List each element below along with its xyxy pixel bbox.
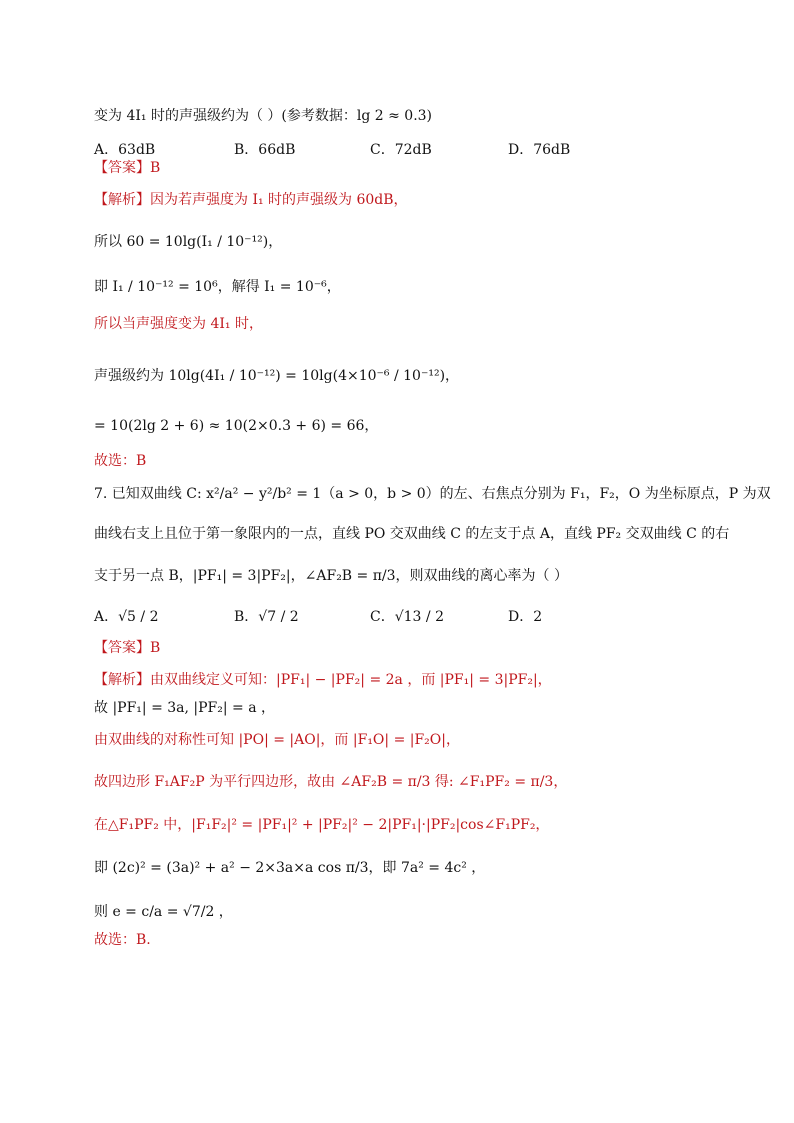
q6-answer: 【答案】B (94, 160, 161, 176)
q6-option-c: C．72dB (370, 142, 432, 158)
q6-stem-tail: 变为 4I₁ 时的声强级约为（ ）(参考数据：lg 2 ≈ 0.3) (94, 108, 433, 124)
q6-analysis-4: 声强级约为 10lg(4I₁ / 10⁻¹²) = 10lg(4×10⁻⁶ / 10⁻¹²)， (94, 368, 460, 384)
q7-analysis-4: 在△F₁PF₂ 中，|F₁F₂|² = |PF₁|² + |PF₂|² − 2|PF₁|·|PF₂|cos∠F₁PF₂， (94, 817, 550, 833)
q7-answer: 【答案】B (94, 640, 161, 656)
q6-analysis-2: 即 I₁ / 10⁻¹² = 10⁶，解得 I₁ = 10⁻⁶， (94, 279, 341, 295)
q7-stem-1: 曲线右支上且位于第一象限内的一点，直线 PO 交双曲线 C 的左支于点 A，直线 PF₂ 交双曲线 C 的右 (94, 526, 730, 542)
q7-stem-0: 7. 已知双曲线 C: x²/a² − y²/b² = 1（a > 0，b > 0）的左、右焦点分别为 F₁，F₂，O 为坐标原点，P 为双 (94, 486, 771, 502)
q6-option-a: A．63dB (94, 142, 156, 158)
q6-analysis-0: 【解析】因为若声强度为 I₁ 时的声强级为 60dB， (94, 192, 408, 208)
q7-option-b: B．√7 / 2 (234, 609, 299, 625)
q6-option-b: B．66dB (234, 142, 296, 158)
q6-option-d: D．76dB (508, 142, 571, 158)
q7-stem-2: 支于另一点 B，|PF₁| = 3|PF₂|，∠AF₂B = π/3，则双曲线的离心率为（ ） (94, 568, 568, 584)
q7-analysis-0: 【解析】由双曲线定义可知：|PF₁| − |PF₂| = 2a ，而 |PF₁| = 3|PF₂|， (94, 672, 552, 688)
q7-analysis-6: 则 e = c/a = √7/2 ， (94, 904, 233, 920)
q7-option-a: A．√5 / 2 (94, 609, 159, 625)
q6-analysis-5: = 10(2lg 2 + 6) ≈ 10(2×0.3 + 6) = 66， (94, 418, 379, 434)
q7-analysis-1: 故 |PF₁| = 3a, |PF₂| = a ， (94, 700, 276, 716)
q6-analysis-3: 所以当声强度变为 4I₁ 时， (94, 316, 263, 332)
q6-analysis-6: 故选：B (94, 453, 147, 469)
q7-analysis-3: 故四边形 F₁AF₂P 为平行四边形，故由 ∠AF₂B = π/3 得: ∠F₁PF₂ = π/3， (94, 774, 568, 790)
q7-analysis-2: 由双曲线的对称性可知 |PO| = |AO|，而 |F₁O| = |F₂O|， (94, 732, 460, 748)
q7-analysis-7: 故选：B. (94, 932, 151, 948)
q7-option-c: C．√13 / 2 (370, 609, 444, 625)
q6-analysis-1: 所以 60 = 10lg(I₁ / 10⁻¹²)， (94, 234, 283, 250)
q7-analysis-5: 即 (2c)² = (3a)² + a² − 2×3a×a cos π/3，即 7a² = 4c² ， (94, 860, 486, 876)
q7-option-d: D．2 (508, 609, 543, 625)
